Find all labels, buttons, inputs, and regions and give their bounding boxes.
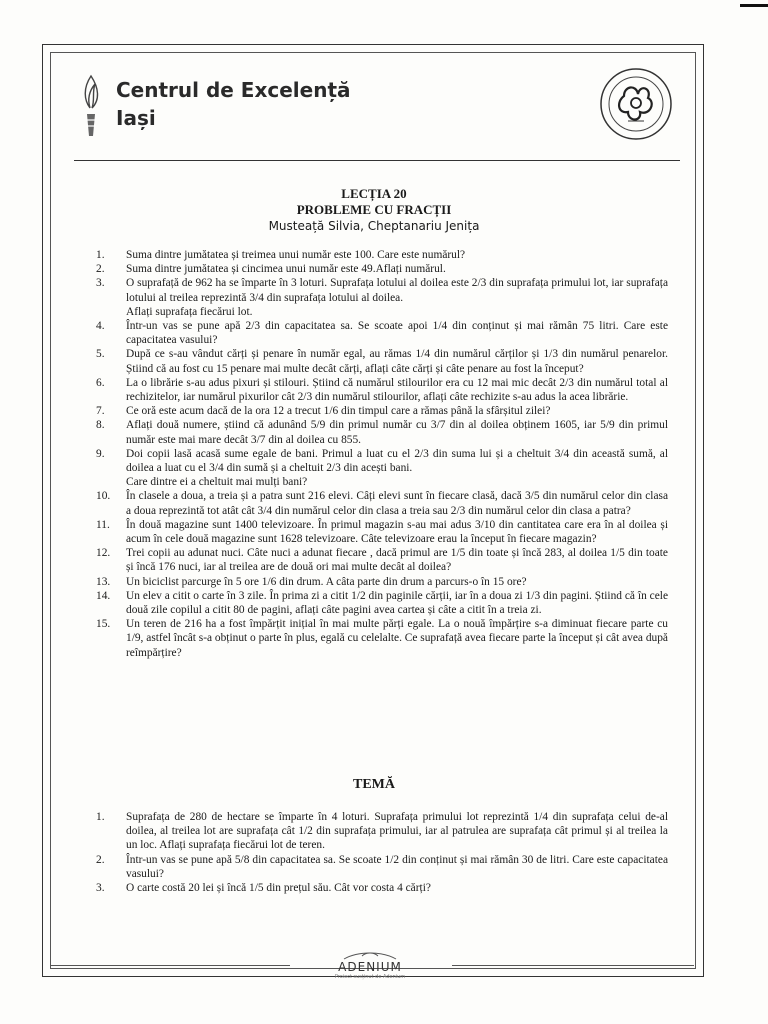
footer-brand: ADENIUM: [338, 960, 402, 974]
item-text: O suprafață de 962 ha se împarte în 3 loturi. Suprafața lotului al doilea este 2/3 din suprafața primului lot, iar suprafața lotului al treilea reprezintă 3/4 din suprafața lotului al doilea. Aflați suprafața fiecărui lot.: [126, 277, 668, 318]
item-text: La o librărie s-au adus pixuri și stilouri. Știind că numărul stilourilor era cu 12 mai mic decât 2/3 din numărul total al rechizitelor, iar numărul pixurilor cât 2/3 din numărul stilourilor, aflați câte rechizite s-au adus la acea librărie.: [126, 376, 668, 404]
item-number: 2.: [96, 853, 105, 866]
item-text: Suma dintre jumătatea și treimea unui număr este 100. Care este numărul?: [126, 249, 466, 261]
item-number: 3.: [96, 277, 105, 290]
homework-title: TEMĂ: [353, 777, 395, 792]
item-text: Suprafața de 280 de hectare se împarte în 4 loturi. Suprafața primului lot reprezintă 1/4 din suprafața celui de-al doilea, al treilea lot are suprafața cât 1/2 din suprafața primului, iar al patrulea are suprafața cât primul și al treilea la un loc. Aflați suprafața fiecărui lot de teren.: [126, 811, 668, 852]
footer-tagline: Proiect susținut de Adenium: [334, 974, 406, 980]
item-number: 9.: [96, 447, 105, 460]
scan-edge-mark: [740, 4, 768, 7]
list-item: [96, 575, 668, 589]
institution-seal-icon: [598, 66, 674, 142]
list-item: [96, 489, 668, 517]
item-number: 2.: [96, 263, 105, 276]
item-text: După ce s-au vândut cărți și penare în număr egal, au rămas 1/4 din numărul cărților și 1/3 din numărul penarelor. Știind că au fost cu 15 penare mai multe decât cărți, aflați câte cărți și câte penare au fost la început?: [126, 348, 668, 375]
list-item: [96, 881, 668, 895]
list-item: [96, 376, 668, 404]
list-item: [96, 589, 668, 617]
brand-line-2: Iași: [116, 106, 156, 130]
authors: Musteață Silvia, Cheptanariu Jenița: [268, 219, 480, 233]
page-header: [74, 66, 674, 158]
list-item: [96, 518, 668, 546]
item-text: Aflați două numere, știind că adunând 5/9 din primul număr cu 3/7 din al doilea obținem 1605, iar 5/9 din primul număr este mai mare decât 3/7 din al doilea cu 855.: [126, 419, 668, 446]
item-text: Doi copii lasă acasă sume egale de bani. Primul a luat cu el 2/3 din suma lui și a cheltuit 3/4 din această sumă, al doilea a luat cu el 3/4 din sumă și a cheltuit 2/3 din acești bani. Care dintre ei a cheltuit mai mulți bani?: [126, 447, 668, 489]
header-divider: [74, 160, 680, 161]
list-item: [96, 853, 668, 881]
item-number: 3.: [96, 882, 105, 895]
list-item: [96, 418, 668, 446]
list-item: [96, 319, 668, 347]
item-text: În clasele a doua, a treia și a patra sunt 216 elevi. Câți elevi sunt în fiecare clasă, dacă 3/5 din numărul celor din clasa a doua reprezintă tot atât cât 3/4 din numărul celor din clasa a treia sau 2/3 din numărul celor din clasa a patra?: [126, 490, 668, 517]
footer-divider-left: [50, 965, 290, 966]
problem-list: [96, 248, 668, 660]
list-item: [96, 347, 668, 375]
item-number: 14.: [96, 589, 111, 602]
item-number: 11.: [96, 518, 110, 531]
item-number: 4.: [96, 320, 105, 333]
list-item: [96, 262, 668, 276]
adenium-leaf-icon: [340, 950, 400, 960]
item-text: O carte costă 20 lei și încă 1/5 din prețul său. Cât vor costa 4 cărți?: [126, 882, 431, 895]
item-text: Într-un vas se pune apă 5/8 din capacitatea sa. Se scoate 1/2 din conținut și mai rămân 30 de litri. Care este capacitatea vasului?: [126, 853, 668, 880]
item-text: Un biciclist parcurge în 5 ore 1/6 din drum. A câta parte din drum a parcurs-o în 15 ore?: [126, 575, 527, 588]
item-number: 1.: [96, 811, 105, 823]
item-text: Într-un vas se pune apă 2/3 din capacitatea sa. Se scoate apoi 1/4 din conținut și mai rămân 75 litri. Care este capacitatea vasului?: [126, 320, 668, 347]
item-text: Trei copii au adunat nuci. Câte nuci a adunat fiecare , dacă primul are 1/5 din toate și încă 283, al doilea 1/5 din toate și încă 176 nuci, iar al treilea are de două ori mai multe decât al doilea?: [126, 547, 668, 574]
item-number: 13.: [96, 575, 111, 588]
lesson-title-block: [58, 186, 690, 234]
list-item: [96, 248, 668, 262]
item-number: 15.: [96, 618, 111, 631]
page-footer: [300, 950, 440, 981]
list-item: [96, 546, 668, 574]
lesson-subtitle: PROBLEME CU FRACȚII: [296, 202, 452, 217]
torch-logo-icon: [78, 74, 104, 142]
lesson-title: LECȚIA 20: [341, 186, 407, 201]
item-text: Ce oră este acum dacă de la ora 12 a trecut 1/6 din timpul care a rămas până la sfârșitul zilei?: [126, 405, 551, 418]
institution-name: [116, 76, 351, 132]
list-item: [96, 447, 668, 490]
item-text: În două magazine sunt 1400 televizoare. În primul magazin s-au mai adus 3/10 din cantitatea care era în al doilea și acum în cele două magazine sunt 1628 televizoare. Câte televizoare erau la început în fiecare magazin?: [126, 518, 668, 546]
item-number: 1.: [96, 249, 105, 261]
item-number: 7.: [96, 405, 105, 418]
item-text: Un elev a citit o carte în 3 zile. În prima zi a citit 1/2 din paginile cărții, iar în a doua zi 1/3 din pagini. Știind că în cele două zile copilul a citit 80 de pagini, aflați câte pagini avea cartea și câte a citit în a treia zi.: [126, 589, 668, 617]
list-item: [96, 404, 668, 418]
list-item: [96, 617, 668, 660]
item-number: 12.: [96, 547, 111, 560]
item-number: 5.: [96, 348, 105, 361]
list-item: [96, 276, 668, 319]
item-number: 10.: [96, 490, 111, 503]
footer-divider-right: [452, 965, 694, 966]
item-text: Suma dintre jumătatea și cincimea unui număr este 49.Aflați numărul.: [126, 263, 446, 276]
brand-line-1: Centrul de Excelență: [116, 78, 351, 102]
item-number: 8.: [96, 419, 105, 432]
homework-list: [96, 810, 668, 895]
item-number: 6.: [96, 376, 105, 389]
list-item: [96, 810, 668, 853]
item-text: Un teren de 216 ha a fost împărțit inițial în mai multe părți egale. La o nouă împărțire s-a diminuat fiecare parte cu 1/9, astfel încât s-a obținut o parte în plus, egală cu celelalte. Ce suprafață avea fiecare parte la început și cât avea după reîmpărțire?: [126, 618, 668, 659]
